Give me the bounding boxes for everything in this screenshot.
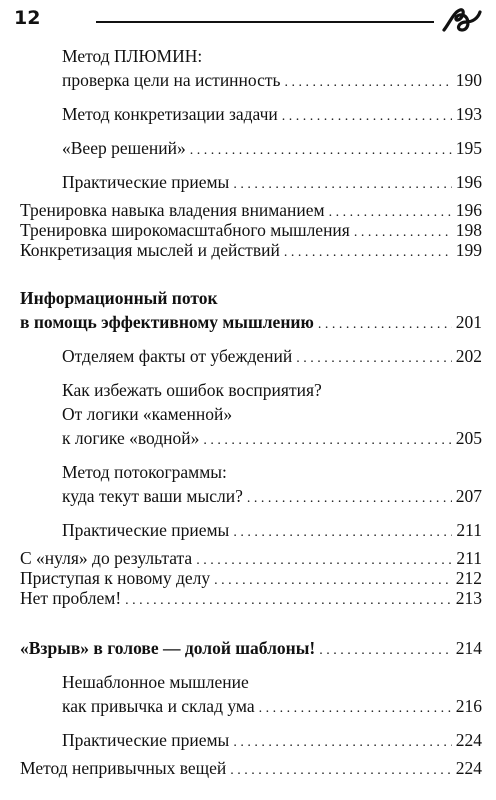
toc-entry-row xyxy=(62,728,482,755)
toc-entry-title: С «нуля» до результата xyxy=(20,548,193,568)
toc-entry-title: Практические приемы xyxy=(62,730,230,750)
toc-entry-page: 211 xyxy=(456,548,482,568)
toc-entry-title: к логике «водной» xyxy=(62,428,200,448)
toc-entry[interactable] xyxy=(20,238,482,265)
toc-entry-title: куда текут ваши мысли? xyxy=(62,486,243,506)
toc-entry[interactable] xyxy=(62,44,482,95)
toc-entry[interactable] xyxy=(20,586,482,613)
toc-entry-row xyxy=(20,756,482,783)
toc-entry-page: 193 xyxy=(455,104,482,124)
toc-entry[interactable] xyxy=(20,286,482,337)
toc-entry-row xyxy=(62,102,482,129)
toc-entry-title-line: От логики «каменной» xyxy=(62,404,233,424)
toc-entry[interactable] xyxy=(62,728,482,755)
page-number: 12 xyxy=(14,7,41,29)
toc-entry-title-line: Метод потокограммы: xyxy=(62,462,227,482)
toc-entry-page: 224 xyxy=(455,758,482,778)
toc-entry-title: Тренировка широкомасштабного мышления xyxy=(20,220,350,240)
toc-entry-page: 205 xyxy=(455,428,482,448)
dot-leader xyxy=(282,102,452,129)
toc-entry-page: 196 xyxy=(455,200,482,220)
toc-entry[interactable] xyxy=(62,378,482,453)
toc-entry-row xyxy=(62,484,482,511)
toc-entry-row xyxy=(62,344,482,371)
toc-entry-page: 202 xyxy=(455,346,482,366)
toc-entry-row xyxy=(62,136,482,163)
toc-entry-title: Конкретизация мыслей и действий xyxy=(20,240,280,260)
toc-entry-page: 224 xyxy=(455,730,482,750)
toc-entry-title: проверка цели на истинность xyxy=(62,70,281,90)
toc-entry-page: 212 xyxy=(455,568,482,588)
toc-entry-page: 213 xyxy=(455,588,482,608)
toc-entry[interactable] xyxy=(62,670,482,721)
dot-leader xyxy=(285,68,452,95)
toc-entry-title: Метод конкретизации задачи xyxy=(62,104,278,124)
toc-entry[interactable] xyxy=(62,170,482,197)
toc-entry-title: Отделяем факты от убеждений xyxy=(62,346,293,366)
toc-entry[interactable] xyxy=(62,102,482,129)
toc-entry-page: 196 xyxy=(455,172,482,192)
toc-entry-row xyxy=(20,238,482,265)
toc-entry-row xyxy=(20,636,482,663)
dot-leader xyxy=(233,728,451,755)
toc-entry-page: 214 xyxy=(455,638,482,658)
toc-entry-title: «Взрыв» в голове — долой шаблоны! xyxy=(20,638,316,658)
toc-entry-title: Метод непривычных вещей xyxy=(20,758,227,778)
toc-entry-title-line: Нешаблонное мышление xyxy=(62,672,249,692)
toc-entry-page: 211 xyxy=(456,520,482,540)
toc-entry-title-line: Метод ПЛЮМИН: xyxy=(62,46,203,66)
toc-entry-title: Практические приемы xyxy=(62,172,230,192)
toc-entry-title: «Веер решений» xyxy=(62,138,186,158)
toc-entry-title: как привычка и склад ума xyxy=(62,696,255,716)
toc-entry[interactable] xyxy=(62,460,482,511)
toc-entry-page: 216 xyxy=(455,696,482,716)
page-header xyxy=(14,6,482,34)
toc-entry-row xyxy=(20,586,482,613)
toc-entry-row xyxy=(20,310,482,337)
toc-entry-row xyxy=(62,68,482,95)
dot-leader xyxy=(233,518,452,545)
header-rule xyxy=(96,21,434,23)
dot-leader xyxy=(319,636,451,663)
dot-leader xyxy=(296,344,452,371)
dot-leader xyxy=(318,310,452,337)
toc-entry[interactable] xyxy=(20,756,482,783)
dot-leader xyxy=(190,136,452,163)
dot-leader xyxy=(203,426,451,453)
toc-entry-title: Тренировка навыка владения вниманием xyxy=(20,200,325,220)
toc-entry[interactable] xyxy=(62,518,482,545)
dot-leader xyxy=(259,694,452,721)
toc-entry-title-line: Информационный поток xyxy=(20,288,218,308)
dot-leader xyxy=(230,756,451,783)
toc-entry[interactable] xyxy=(62,136,482,163)
toc-entry-page: 195 xyxy=(455,138,482,158)
toc-entry-row xyxy=(62,170,482,197)
dot-leader xyxy=(284,238,452,265)
toc-entry[interactable] xyxy=(62,344,482,371)
dot-leader xyxy=(247,484,452,511)
toc-entry-page: 199 xyxy=(455,240,482,260)
toc-entry-row xyxy=(62,426,482,453)
toc-entry-row xyxy=(62,694,482,721)
dot-leader xyxy=(125,586,452,613)
toc-entry-title-line: Как избежать ошибок восприятия? xyxy=(62,380,322,400)
publisher-logo-icon xyxy=(440,6,482,34)
toc-entry-page: 198 xyxy=(455,220,482,240)
toc-entry-title: Практические приемы xyxy=(62,520,230,540)
toc-entry-title: Приступая к новому делу xyxy=(20,568,211,588)
toc-entry-page: 201 xyxy=(455,312,482,332)
toc-entry-row xyxy=(62,518,482,545)
toc-entry-page: 207 xyxy=(455,486,482,506)
toc-entry-page: 190 xyxy=(455,70,482,90)
toc-entry[interactable] xyxy=(20,636,482,663)
toc-entry-title: в помощь эффективному мышлению xyxy=(20,312,314,332)
dot-leader xyxy=(233,170,451,197)
toc-entry-title: Нет проблем! xyxy=(20,588,122,608)
